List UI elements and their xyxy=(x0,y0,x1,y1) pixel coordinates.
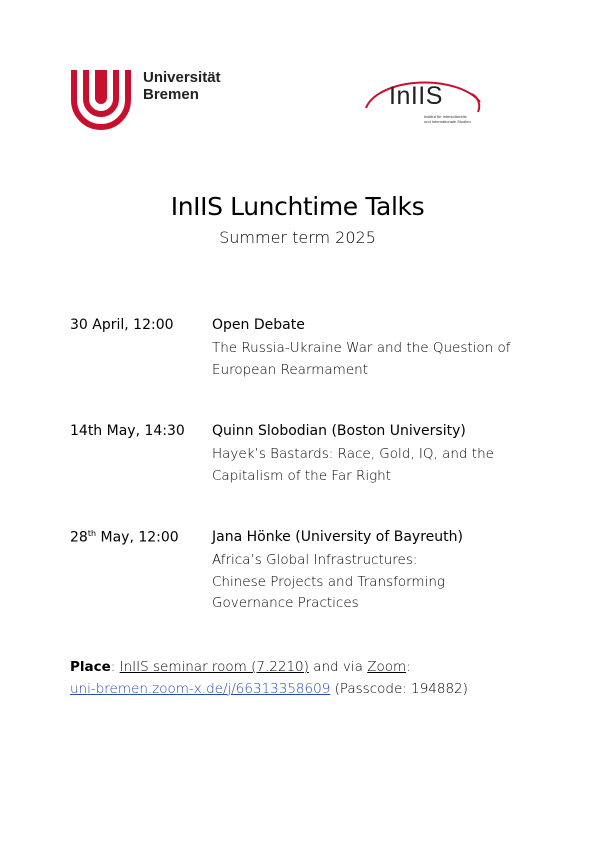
talk-speaker: Jana Hönke (University of Bayreuth) xyxy=(212,529,463,545)
talk-date xyxy=(70,529,179,546)
talk-description-line: Capitalism of the Far Right xyxy=(212,467,392,484)
university-name-line2: Bremen xyxy=(143,86,199,103)
university-name xyxy=(143,69,221,103)
place-label: Place xyxy=(70,659,111,675)
talk-description-line: Africa’s Global Infrastructures: xyxy=(212,552,418,568)
talk-date: 30 April, 12:00 xyxy=(70,317,174,333)
talk-description-line: Chinese Projects and Transforming xyxy=(212,573,445,590)
talk-date-ordinal: th xyxy=(87,529,97,538)
university-name-line1: Universität xyxy=(143,69,221,86)
university-u-mark-icon xyxy=(70,68,132,130)
seminar-room-link[interactable]: InIIS seminar room (7.2210) xyxy=(119,659,309,675)
talk-speaker: Open Debate xyxy=(212,317,305,333)
talk-description xyxy=(212,338,532,381)
iniis-logo xyxy=(360,66,490,142)
page-subtitle: Summer term 2025 xyxy=(219,228,376,247)
zoom-meeting-link[interactable]: uni-bremen.zoom-x.de/j/66313358609 xyxy=(70,680,331,697)
talk-description xyxy=(212,444,532,487)
iniis-full-name-line2: und Internationale Studien xyxy=(424,119,471,124)
talk-speaker: Quinn Slobodian (Boston University) xyxy=(212,423,466,439)
talk-description-line: European Rearmament xyxy=(212,361,368,378)
place-via-text: and via xyxy=(308,659,368,675)
talk-description-line: The Russia-Ukraine War and the Question of xyxy=(212,340,511,356)
zoom-passcode: (Passcode: 194882) xyxy=(330,680,468,697)
zoom-label-link[interactable]: Zoom xyxy=(367,659,407,675)
iniis-acronym: InIIS xyxy=(389,82,443,110)
place-colon: : xyxy=(110,659,120,675)
iniis-full-name-line1: Institut für Interkulturelle xyxy=(424,114,467,119)
iniis-full-name xyxy=(424,114,494,124)
talk-description-line: Governance Practices xyxy=(212,595,359,611)
talk-description-line: Hayek’s Bastards: Race, Gold, IQ, and the xyxy=(212,446,494,462)
university-bremen-logo xyxy=(70,68,240,130)
talk-date-rest: May, 12:00 xyxy=(96,529,179,546)
talk-description xyxy=(212,550,532,615)
place-info xyxy=(70,657,540,700)
talk-date: 14th May, 14:30 xyxy=(70,423,185,439)
zoom-colon: : xyxy=(406,659,411,675)
talk-date-day: 28 xyxy=(70,529,88,546)
page-title: InIIS Lunchtime Talks xyxy=(170,192,425,221)
